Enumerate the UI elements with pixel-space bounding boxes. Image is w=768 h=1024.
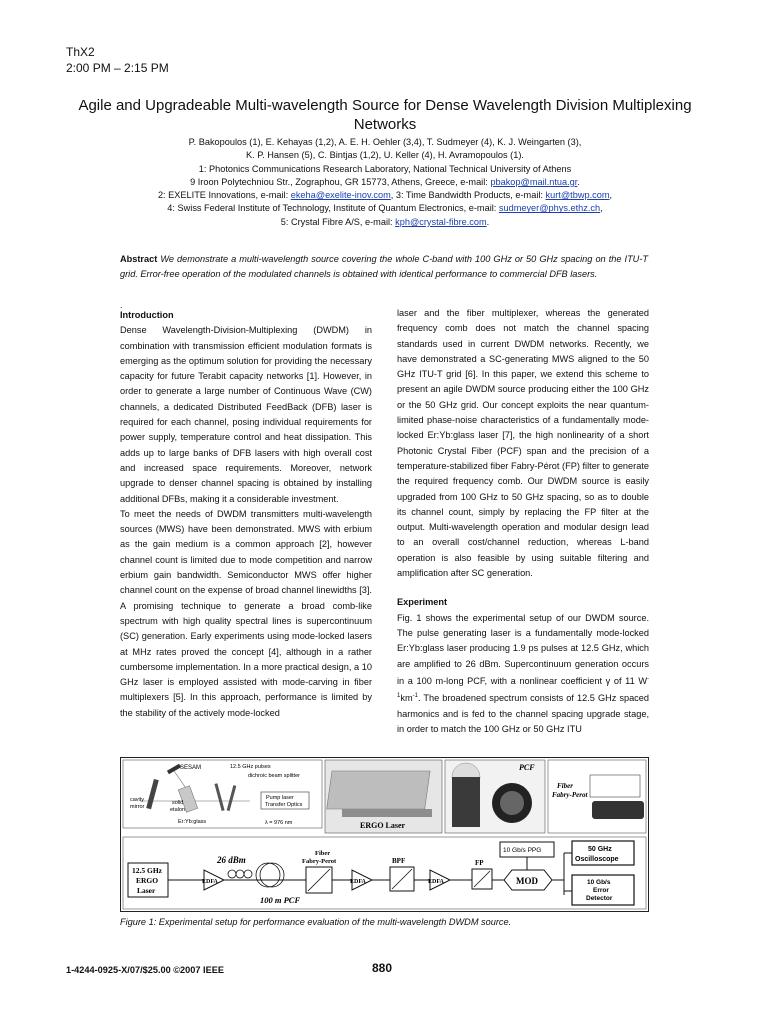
label-laser-ergo: ERGO	[136, 876, 159, 885]
abstract-text: We demonstrate a multi-wavelength source covering the whole C-band with 100 GHz or 50 GHz spacing on the ITU-T grid. Error-free operation of the modulated channels is obtained with identical performance to commercial DFB lasers.	[120, 254, 648, 279]
affiliation-3-suffix: ,	[609, 190, 613, 201]
author-names-1: P. Bakopoulos (1), E. Kehayas (1,2), A. E. H. Oehler (3,4), T. Sudmeyer (4), K. J. Weingarten (3),	[188, 137, 582, 147]
abstract	[120, 252, 648, 282]
affiliation-1: 1: Photonics Communications Research Laboratory, National Technical University of Athens	[198, 163, 572, 174]
email-link-3[interactable]: kurt@tbwp.com	[545, 190, 610, 201]
label-detector: Detector	[586, 895, 613, 902]
label-bpf: BPF	[392, 857, 406, 865]
label-oscilloscope: Oscilloscope	[575, 856, 619, 863]
ergo-base-icon	[342, 809, 432, 817]
label-mod: MOD	[516, 876, 538, 886]
experiment-sup-2: -1	[412, 693, 418, 700]
affiliation-1-suffix: .	[577, 176, 580, 187]
label-ergo-photo: ERGO Laser	[360, 821, 406, 830]
affiliation-1-prefix: 9 Iroon Polytechniou Str., Zographou, GR 15773, Athens, Greece, e-mail:	[190, 176, 491, 187]
label-pcf-length: 100 m PCF	[260, 895, 301, 905]
label-laser-rate: 12.5 GHz	[132, 866, 162, 875]
affiliation-3-prefix: , 3: Time Bandwidth Products, e-mail:	[390, 190, 546, 201]
page-number: 880	[372, 961, 393, 975]
label-pcf: PCF	[519, 763, 535, 772]
label-fiber-bottom: Fiber	[315, 850, 331, 857]
label-sesam: SESAM	[180, 765, 202, 771]
paper-title: Agile and Upgradeable Multi-wavelength Source for Dense Wavelength Division Multiplexing Networks	[78, 97, 692, 133]
session-info	[66, 44, 169, 76]
pcf-core-region-icon	[500, 791, 524, 815]
label-lambda: λ = 976 nm	[265, 820, 293, 826]
session-time: 2:00 PM – 2:15 PM	[66, 61, 169, 75]
author-block	[60, 136, 710, 229]
label-ppg: 10 Gb/s PPG	[503, 847, 542, 854]
affiliation-2-3	[60, 189, 710, 202]
abstract-label: Abstract	[120, 254, 158, 264]
label-eryb: Er:Yb:glass	[178, 819, 207, 825]
label-transfer-optics: Transfer Optics	[265, 802, 303, 808]
affiliation-5	[60, 216, 710, 229]
label-osc-rate: 50 GHz	[588, 846, 612, 853]
stray-mark: .	[120, 300, 123, 310]
right-column	[397, 306, 649, 737]
label-error: Error	[593, 887, 609, 894]
label-err-rate: 10 Gb/s	[587, 879, 611, 886]
affiliation-4	[60, 202, 710, 215]
ergo-module-icon	[327, 771, 430, 809]
affiliation-4-suffix: ,	[600, 203, 603, 214]
email-link-1[interactable]: pbakop@mail.ntua.gr	[490, 176, 578, 187]
fp-diagram-icon	[590, 775, 640, 797]
label-mirror: mirror	[130, 804, 145, 810]
left-column	[120, 308, 372, 721]
label-fp: FP	[475, 859, 484, 867]
email-link-4[interactable]: sudmeyer@phys.ethz.ch	[498, 203, 601, 214]
label-power: 26 dBm	[217, 855, 246, 865]
label-edfa-2: EDFA	[350, 879, 366, 885]
author-names-2: K. P. Hansen (5), C. Bintjas (1,2), U. Keller (4), H. Avramopoulos (1).	[246, 150, 524, 161]
label-edfa-1: EDFA	[202, 879, 218, 885]
fp-device-icon	[592, 801, 644, 819]
label-fabry-perot-top: Fabry-Perot	[552, 791, 588, 799]
affiliation-5-prefix: 5: Crystal Fibre A/S, e-mail:	[280, 216, 396, 227]
affiliation-2-prefix: 2: EXELITE Innovations, e-mail:	[157, 190, 291, 201]
experiment-text-a: Fig. 1 shows the experimental setup of our DWDM source. The pulse generating laser is a fundamentally mode-locked Er:Yb:glass laser producing 1.9 ps pulses at 12.5 GHz, which are amplified to 26 dBm. Supercontinuum generation occurs in a 100 m-long PCF, with a nonlinear coefficient γ of 11 W	[397, 612, 649, 686]
label-dichroic: dichroic beam splitter	[248, 773, 300, 779]
label-pump-laser: Pump laser	[266, 795, 294, 801]
experiment-heading: Experiment	[397, 597, 448, 608]
experiment-text-c: . The broadened spectrum consists of 12.5 GHz spaced harmonics and is fed to the channel spacing upgrade stage, in order to match the 100 GHz or 50 GHz ITU	[397, 693, 649, 734]
experiment-para	[397, 611, 649, 738]
fiber-stem-icon	[452, 777, 480, 827]
block-diagram-panel	[123, 837, 646, 909]
email-link-5[interactable]: kph@crystal-fibre.com	[395, 216, 487, 227]
label-cavity: cavity	[130, 797, 145, 803]
label-fiber-top: Fiber	[557, 782, 573, 790]
intro-heading: Introduction	[120, 310, 174, 320]
label-pulses: 12.5 GHz pulses	[230, 764, 271, 770]
affiliation-1-address	[60, 176, 710, 189]
label-fabry-perot-bottom: Fabry-Perot	[302, 858, 337, 865]
footer-isbn: 1-4244-0925-X/07/$25.00 ©2007 IEEE	[66, 965, 224, 975]
experiment-sup-1: -1	[397, 675, 649, 700]
session-code: ThX2	[66, 45, 95, 59]
email-link-2[interactable]: ekeha@exelite-inov.com	[290, 190, 391, 201]
experiment-text-b: km	[400, 693, 413, 704]
label-etalon: etalon	[170, 807, 185, 813]
intro-para-1: Dense Wavelength-Division-Multiplexing (DWDM) in combination with transmission efficient modulation formats is emerging as the optimum solution for providing the necessary capacity for future Terabit capacity networks [1]. However, in order to generate a large number of Continuous Wave (CW) channels, a dedicated Distributed FeedBack (DFB) laser is required for each channel, posing individual requirements for power supply, temperature control and heat dissipation. This adds up to large banks of DFB lasers with high overall cost and increased space requirements. Moreover, network upgrade to denser channel spacing is obtained by installing additional DFBs, making it a considerable investment.	[120, 325, 372, 504]
label-solid: solid	[172, 800, 184, 806]
label-edfa-3: EDFA	[428, 879, 444, 885]
label-laser-word: Laser	[137, 886, 156, 895]
affiliation-4-prefix: 4: Swiss Federal Institute of Technology, Institute of Quantum Electronics, e-mail:	[167, 203, 499, 214]
affiliation-5-suffix: .	[486, 216, 490, 227]
figure-caption: Figure 1: Experimental setup for performance evaluation of the multi-wavelength DWDM source.	[120, 917, 512, 927]
intro-para-2: To meet the needs of DWDM transmitters multi-wavelength sources (MWS) have been demonstrated. MWS with erbium as the gain medium is a common approach [2], however channel count is limited due to mode competition and narrow erbium gain bandwidth. Semiconductor MWS offer higher channel count on the expense of broad channel linewidths [3]. A promising technique to generate a broad comb-like spectrum with high quality spectral lines is supercontinuum (SC) generation. Early experiments using mode-locked lasers at MHz rates proved the concept [4], although in a rather cumbersome implementation. In a more practical design, a 10 GHz laser is employed assisted with mode-carving in fiber multiplexers [5]. In this approach, performance is limited by the stability of the actively mode-locked	[120, 508, 372, 718]
setup-figure	[120, 757, 649, 912]
intro-para-3: laser and the fiber multiplexer, whereas the generated frequency comb does not match the channel spacing standards used in current DWDM networks. Recently, we have demonstrated a SC-generating MWS aligned to the 50 GHz ITU-T grid [6]. In this paper, we extend this scheme to present an agile DWDM source producing either the 100 GHz or the 50 GHz grid. Our concept exploits the near quantum-limited phase-noise characteristics of a fundamentally mode-locked Er:Yb:glass laser [7], the high nonlinearity of a short Photonic Crystal Fiber (PCF) span and the precision of a temperature-stabilized fiber Fabry-Pérot (FP) filter to generate the required frequency comb. Our DWDM source is easily upgraded from 100 GHz to 50 GHz spacing, so as to double its channel count, simply by replacing the FP filter at the output. Multi-wavelength operation and modular design lead to an overall cost/channel reduction, whereas L-band operation is also feasible by using suitable filtering and amplification after SC generation.	[397, 308, 649, 579]
